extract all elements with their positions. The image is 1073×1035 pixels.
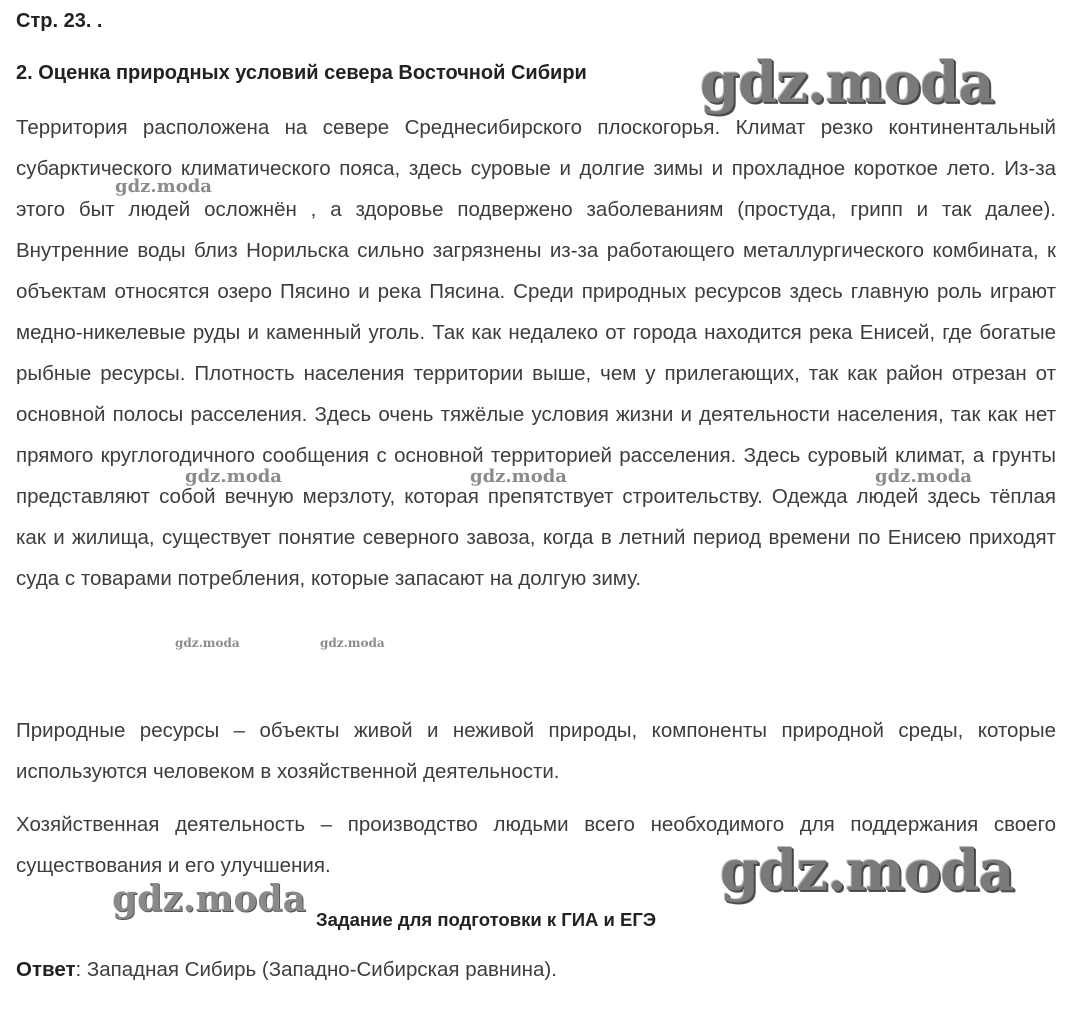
watermark-logo: gdz.moda — [115, 176, 212, 197]
page-number: Стр. 23. . — [16, 10, 103, 32]
watermark-logo: gdz.moda — [185, 466, 282, 487]
watermark-logo: gdz.moda — [112, 878, 306, 920]
watermark-logo: gdz.moda — [720, 838, 1014, 904]
answer-line — [16, 958, 557, 982]
paragraph-resources-definition: Природные ресурсы – объекты живой и неживой природы, компоненты природной среды, которые используются человеком в хозяйственной деятельности. — [16, 719, 1056, 783]
task-heading: Задание для подготовки к ГИА и ЕГЭ — [316, 909, 657, 930]
watermark-logo: gdz.moda — [175, 636, 240, 650]
watermark-logo: gdz.moda — [875, 466, 972, 487]
paragraph-economy-definition: Хозяйственная деятельность – производство людьми всего необходимого для поддержания своего существования и его улучшения. — [16, 813, 1056, 877]
watermark-logo: gdz.moda — [470, 466, 567, 487]
answer-label: Ответ — [16, 958, 76, 981]
watermark-logo: gdz.moda — [700, 50, 994, 116]
watermark-logo: gdz.moda — [320, 636, 385, 650]
section-heading: 2. Оценка природных условий севера Восточной Сибири — [16, 62, 587, 84]
paragraph-main: Территория расположена на севере Среднесибирского плоскогорья. Климат резко континентальный субарктического климатического пояса, здесь суровые и долгие зимы и прохладное короткое лето. Из-за этого быт людей осложнён , а здоровье подвержено заболеваниям (простуда, грипп и так далее). Внутренние воды близ Норильска сильно загрязнены из-за работающего металлургического комбината, к объектам относятся озеро Пясино и река Пясина. Среди природных ресурсов здесь главную роль играют медно-никелевые руды и каменный уголь. Так как недалеко от города находится река Енисей, где богатые рыбные ресурсы. Плотность населения территории выше, чем у прилегающих, так как район отрезан от основной полосы расселения. Здесь очень тяжёлые условия жизни и деятельности населения, так как нет прямого круглогодичного сообщения с основной территорией расселения. Здесь суровый климат, а грунты представляют собой вечную мерзлоту, которая препятствует строительству. Одежда людей здесь тёплая как и жилища, существует понятие северного завоза, когда в летний период времени по Енисею приходят суда с товарами потребления, которые запасают на долгую зиму. — [16, 116, 1056, 590]
answer-text: : Западная Сибирь (Западно-Сибирская равнина). — [75, 958, 557, 981]
